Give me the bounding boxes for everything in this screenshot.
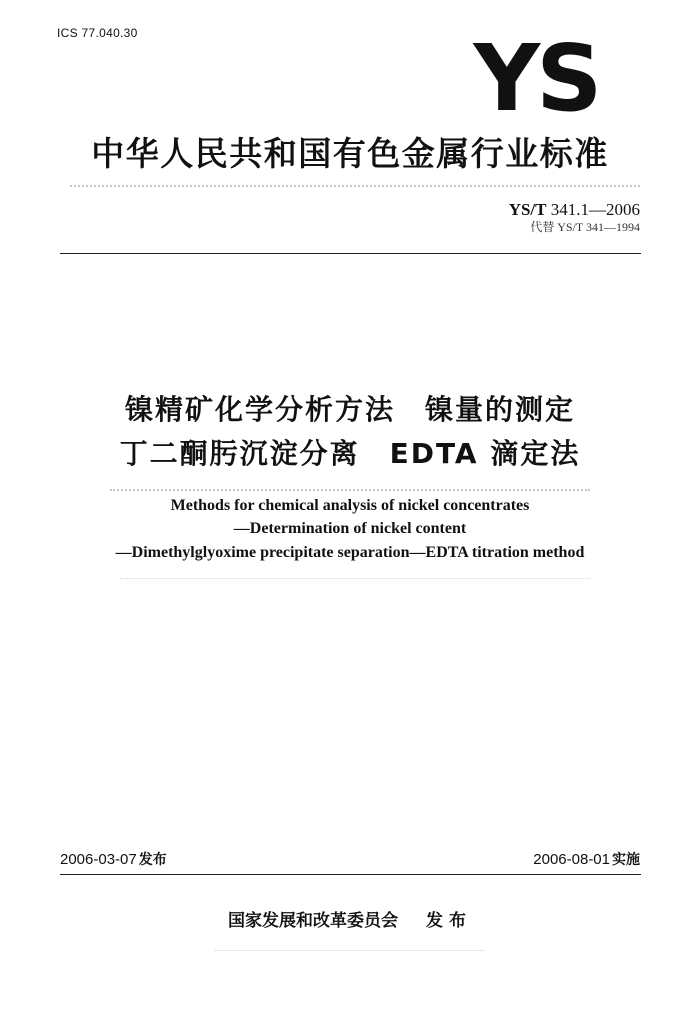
standard-number <box>460 200 640 220</box>
standard-type-title: 中华人民共和国有色金属行业标准 <box>91 134 609 173</box>
title-zh-line1: 镍精矿化学分析方法 镍量的测定 <box>124 393 575 426</box>
standard-number-value: 341.1—2006 <box>550 200 640 219</box>
standard-code-block <box>460 200 640 234</box>
ys-logo <box>461 36 611 114</box>
issued-label: 发布 <box>138 852 167 868</box>
issued-date-value: 2006-03-07 <box>60 851 137 868</box>
ics-code: ICS 77.040.30 <box>57 26 138 40</box>
divider-dots <box>110 489 590 491</box>
effective-label: 实施 <box>612 852 640 868</box>
logo-text: YS <box>473 36 599 114</box>
title-en-line2: —Determination of nickel content <box>233 520 467 537</box>
publisher-line <box>0 906 700 931</box>
publisher-name: 国家发展和改革委员会 <box>228 911 398 931</box>
header-rule <box>60 253 641 254</box>
divider-dots <box>120 578 590 579</box>
effective-date <box>490 849 640 869</box>
footer-rule <box>60 874 641 875</box>
title-zh-line2: 丁二酮肟沉淀分离 EDTA 滴定法 <box>119 437 581 470</box>
title-en-line1: Methods for chemical analysis of nickel concentrates <box>170 497 530 514</box>
issued-date <box>60 849 167 869</box>
title-en-line3: —Dimethylglyoxime precipitate separation—EDTA titration method <box>115 544 585 561</box>
publisher-issue-label: 发布 <box>426 911 472 931</box>
effective-date-value: 2006-08-01 <box>533 851 610 868</box>
divider-dots <box>70 185 640 187</box>
divider-dots <box>215 950 485 951</box>
standard-prefix: YS/T <box>508 200 547 219</box>
replaces-standard: 代替 YS/T 341—1994 <box>530 220 640 234</box>
